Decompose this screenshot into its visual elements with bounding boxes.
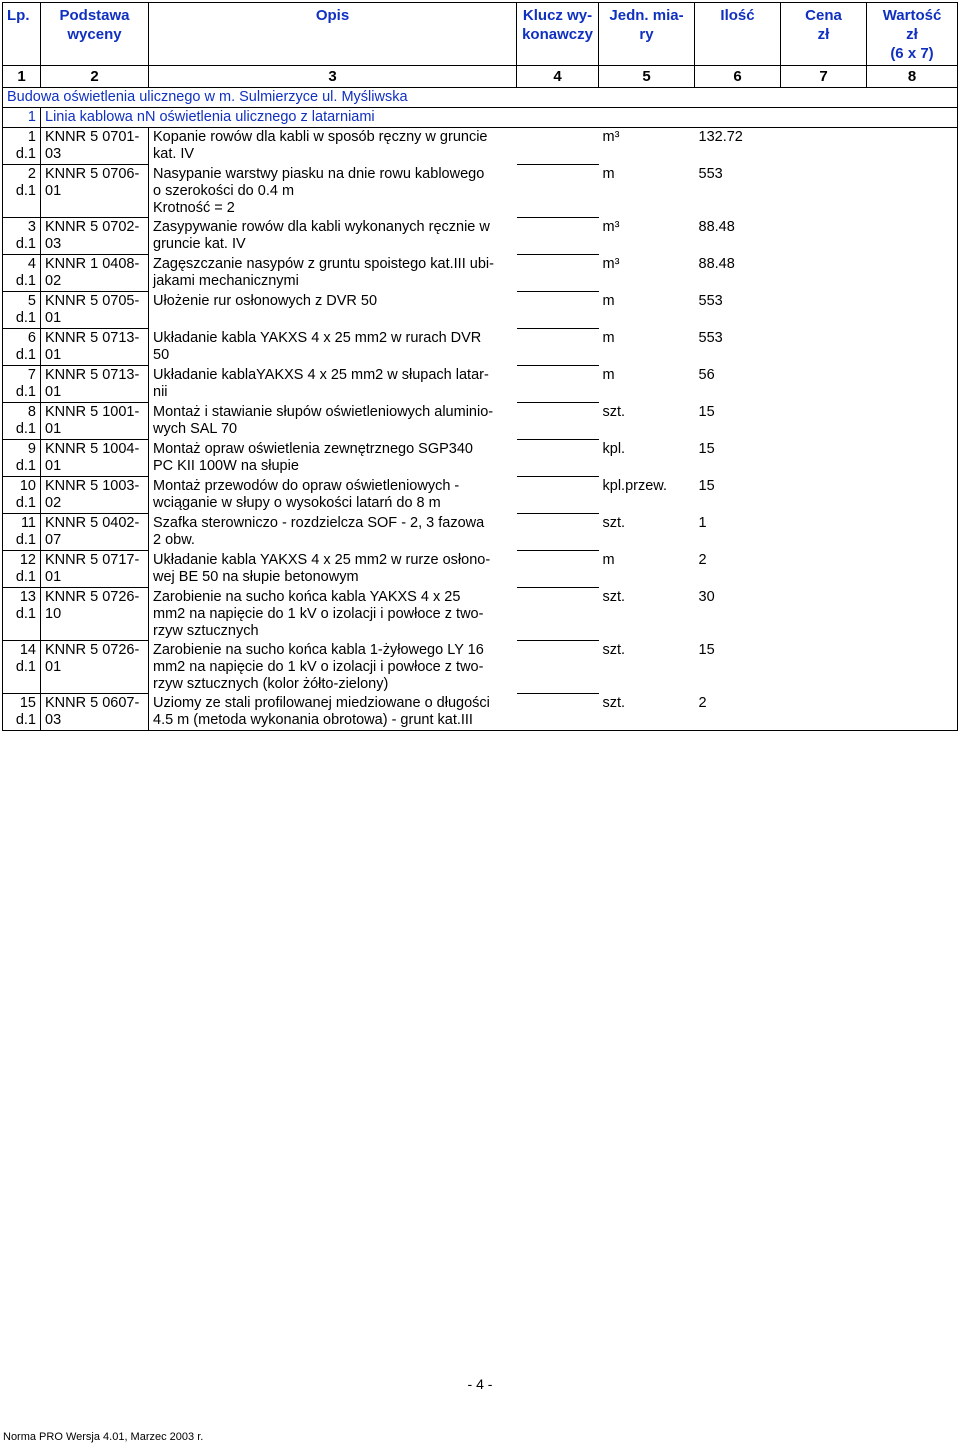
item-key bbox=[517, 641, 599, 694]
item-description: Nasypanie warstwy piasku na dnie rowu kablowego o szerokości do 0.4 m Krotność = 2 bbox=[153, 165, 485, 216]
item-value bbox=[867, 588, 958, 641]
item-lp: 11 d.1 bbox=[3, 514, 41, 551]
item-description: Montaż opraw oświetlenia zewnętrznego SGP340 PC KII 100W na słupie bbox=[153, 440, 473, 474]
item-quantity: 553 bbox=[698, 329, 723, 346]
item-key bbox=[517, 588, 599, 641]
item-key bbox=[517, 165, 599, 218]
item-lp: 1 d.1 bbox=[3, 128, 41, 165]
item-price bbox=[781, 366, 867, 403]
item-key bbox=[517, 255, 599, 292]
item-description: Układanie kablaYAKXS 4 x 25 mm2 w słupach latar- nii bbox=[153, 366, 489, 400]
item-key bbox=[517, 694, 599, 731]
item-price bbox=[781, 694, 867, 731]
item-code: KNNR 5 0717- 01 bbox=[41, 551, 149, 588]
column-number: 2 bbox=[41, 66, 149, 88]
item-description: Szafka sterowniczo - rozdzielcza SOF - 2, 3 fazowa 2 obw. bbox=[153, 514, 485, 548]
item-value bbox=[867, 329, 958, 366]
item-price bbox=[781, 292, 867, 329]
cost-estimate-table bbox=[2, 2, 958, 731]
item-quantity: 15 bbox=[698, 403, 715, 420]
table-row bbox=[3, 641, 958, 694]
item-unit: m bbox=[602, 329, 615, 346]
header-podstawa: Podstawa wyceny bbox=[41, 3, 149, 66]
header-lp: Lp. bbox=[3, 3, 41, 66]
section-title: Linia kablowa nN oświetlenia ulicznego z latarniami bbox=[41, 108, 958, 128]
item-unit: szt. bbox=[602, 641, 626, 658]
item-value bbox=[867, 641, 958, 694]
item-quantity: 2 bbox=[698, 551, 707, 568]
item-description: Zarobienie na sucho końca kabla 1-żyłowego LY 16 mm2 na napięcie do 1 kV o izolacji i powłoce z two- rzyw sztucznych (kolor żółto-zielony) bbox=[153, 641, 484, 692]
item-quantity: 15 bbox=[698, 440, 715, 457]
item-quantity: 553 bbox=[698, 292, 723, 309]
column-number: 3 bbox=[149, 66, 517, 88]
item-unit: m³ bbox=[602, 255, 620, 272]
item-price bbox=[781, 255, 867, 292]
item-unit: szt. bbox=[599, 694, 695, 731]
item-key bbox=[517, 218, 599, 255]
item-code: KNNR 5 0702- 03 bbox=[41, 218, 149, 255]
item-unit: m³ bbox=[602, 218, 620, 235]
estimate-title: Budowa oświetlenia ulicznego w m. Sulmierzyce ul. Myśliwska bbox=[3, 88, 958, 108]
item-unit: kpl. bbox=[602, 440, 626, 457]
header-cena: Cena zł bbox=[781, 3, 867, 66]
item-description: Uziomy ze stali profilowanej miedziowane o długości 4.5 m (metoda wykonania obrotowa) - grunt kat.III bbox=[149, 694, 517, 731]
item-lp: 12 d.1 bbox=[3, 551, 41, 588]
item-code: KNNR 5 0726- 10 bbox=[41, 588, 149, 641]
item-quantity: 88.48 bbox=[698, 218, 735, 235]
item-quantity: 56 bbox=[698, 366, 715, 383]
header-wartosc: Wartość zł (6 x 7) bbox=[867, 3, 958, 66]
item-quantity: 132.72 bbox=[698, 129, 743, 145]
table-row bbox=[3, 218, 958, 255]
item-value bbox=[867, 551, 958, 588]
table-row bbox=[3, 440, 958, 477]
item-unit: m bbox=[602, 292, 615, 309]
item-key bbox=[517, 440, 599, 477]
table-row bbox=[3, 366, 958, 403]
item-price bbox=[781, 329, 867, 366]
item-key bbox=[517, 128, 599, 165]
item-description: Montaż przewodów do opraw oświetleniowych - wciąganie w słupy o wysokości latarń do 8 m bbox=[153, 477, 460, 511]
item-description: Ułożenie rur osłonowych z DVR 50 bbox=[153, 292, 378, 309]
table-row bbox=[3, 403, 958, 440]
table-row bbox=[3, 588, 958, 641]
item-key bbox=[517, 366, 599, 403]
item-value bbox=[867, 440, 958, 477]
item-key bbox=[517, 514, 599, 551]
table-row bbox=[3, 329, 958, 366]
item-price bbox=[781, 477, 867, 514]
item-unit: kpl.przew. bbox=[602, 477, 667, 494]
item-description: Zarobienie na sucho końca kabla YAKXS 4 x 25 mm2 na napięcie do 1 kV o izolacji i powłoce z two- rzyw sztucznych bbox=[153, 588, 484, 639]
item-code: KNNR 5 1004- 01 bbox=[41, 440, 149, 477]
table-row bbox=[3, 694, 958, 731]
item-price bbox=[781, 403, 867, 440]
item-quantity: 15 bbox=[698, 477, 715, 494]
item-value bbox=[867, 292, 958, 329]
item-price bbox=[781, 440, 867, 477]
table-row bbox=[3, 128, 958, 165]
item-quantity: 30 bbox=[698, 588, 715, 605]
column-number: 6 bbox=[695, 66, 781, 88]
item-unit: szt. bbox=[602, 403, 626, 420]
item-quantity: 553 bbox=[698, 165, 723, 182]
item-code: KNNR 5 1001- 01 bbox=[41, 403, 149, 440]
item-price bbox=[781, 165, 867, 218]
item-lp: 6 d.1 bbox=[3, 329, 41, 366]
column-number: 5 bbox=[599, 66, 695, 88]
section-lp: 1 bbox=[3, 108, 41, 128]
item-price bbox=[781, 641, 867, 694]
item-description: Układanie kabla YAKXS 4 x 25 mm2 w rurach DVR 50 bbox=[153, 329, 482, 363]
item-lp: 7 d.1 bbox=[3, 366, 41, 403]
item-value bbox=[867, 514, 958, 551]
item-key bbox=[517, 292, 599, 329]
item-key bbox=[517, 403, 599, 440]
item-code: KNNR 5 0607- 03 bbox=[41, 694, 149, 731]
header-ilosc: Ilość bbox=[695, 3, 781, 66]
item-code: KNNR 1 0408- 02 bbox=[41, 255, 149, 292]
item-unit: m bbox=[602, 551, 615, 568]
item-quantity: 88.48 bbox=[698, 255, 735, 272]
item-quantity: 15 bbox=[698, 641, 715, 658]
item-description: Kopanie rowów dla kabli w sposób ręczny w gruncie kat. IV bbox=[153, 129, 488, 162]
item-unit: szt. bbox=[602, 514, 626, 531]
item-lp: 13 d.1 bbox=[3, 588, 41, 641]
header-opis: Opis bbox=[149, 3, 517, 66]
column-number: 4 bbox=[517, 66, 599, 88]
item-lp: 8 d.1 bbox=[3, 403, 41, 440]
item-code: KNNR 5 1003- 02 bbox=[41, 477, 149, 514]
item-lp: 14 d.1 bbox=[3, 641, 41, 694]
item-value bbox=[867, 366, 958, 403]
item-lp: 3 d.1 bbox=[3, 218, 41, 255]
item-lp: 4 d.1 bbox=[3, 255, 41, 292]
page-number: - 4 - bbox=[467, 1376, 493, 1392]
item-lp: 10 d.1 bbox=[3, 477, 41, 514]
table-row bbox=[3, 165, 958, 218]
table-row bbox=[3, 551, 958, 588]
item-lp: 9 d.1 bbox=[3, 440, 41, 477]
header-klucz: Klucz wy- konawczy bbox=[517, 3, 599, 66]
item-value bbox=[867, 477, 958, 514]
item-price bbox=[781, 218, 867, 255]
item-price bbox=[781, 514, 867, 551]
item-value bbox=[867, 165, 958, 218]
table-row bbox=[3, 292, 958, 329]
column-number: 7 bbox=[781, 66, 867, 88]
item-price bbox=[781, 128, 867, 165]
title-row bbox=[3, 88, 958, 108]
header-jedn: Jedn. mia- ry bbox=[599, 3, 695, 66]
column-number: 8 bbox=[867, 66, 958, 88]
item-description: Zasypywanie rowów dla kabli wykonanych ręcznie w gruncie kat. IV bbox=[153, 218, 490, 252]
column-number-row bbox=[3, 66, 958, 88]
item-code: KNNR 5 0706- 01 bbox=[41, 165, 149, 218]
item-value bbox=[867, 255, 958, 292]
table-row bbox=[3, 255, 958, 292]
item-code: KNNR 5 0402- 07 bbox=[41, 514, 149, 551]
item-description: Zagęszczanie nasypów z gruntu spoistego kat.III ubi- jakami mechanicznymi bbox=[153, 255, 494, 289]
section-row bbox=[3, 108, 958, 128]
item-code: KNNR 5 0701- 03 bbox=[41, 128, 149, 165]
header-row bbox=[3, 3, 958, 66]
footer-text: Norma PRO Wersja 4.01, Marzec 2003 r. bbox=[3, 1431, 204, 1443]
item-unit: m bbox=[602, 366, 615, 383]
item-description: Montaż i stawianie słupów oświetleniowych aluminio- wych SAL 70 bbox=[153, 403, 494, 437]
item-code: KNNR 5 0705- 01 bbox=[41, 292, 149, 329]
item-lp: 2 d.1 bbox=[3, 165, 41, 218]
item-description: Układanie kabla YAKXS 4 x 25 mm2 w rurze osłono- wej BE 50 na słupie betonowym bbox=[153, 551, 491, 585]
item-key bbox=[517, 477, 599, 514]
table-row bbox=[3, 477, 958, 514]
item-price bbox=[781, 588, 867, 641]
item-quantity: 1 bbox=[698, 514, 707, 531]
item-key bbox=[517, 329, 599, 366]
item-lp: 5 d.1 bbox=[3, 292, 41, 329]
item-value bbox=[867, 128, 958, 165]
item-lp: 15 d.1 bbox=[3, 694, 41, 731]
item-unit: szt. bbox=[602, 588, 626, 605]
item-key bbox=[517, 551, 599, 588]
item-quantity: 2 bbox=[695, 694, 781, 731]
item-code: KNNR 5 0713- 01 bbox=[41, 329, 149, 366]
column-number: 1 bbox=[3, 66, 41, 88]
item-value bbox=[867, 694, 958, 731]
item-unit: m bbox=[602, 165, 615, 182]
item-price bbox=[781, 551, 867, 588]
item-code: KNNR 5 0726- 01 bbox=[41, 641, 149, 694]
table-row bbox=[3, 514, 958, 551]
item-code: KNNR 5 0713- 01 bbox=[41, 366, 149, 403]
item-unit: m³ bbox=[602, 129, 620, 145]
item-value bbox=[867, 403, 958, 440]
item-value bbox=[867, 218, 958, 255]
